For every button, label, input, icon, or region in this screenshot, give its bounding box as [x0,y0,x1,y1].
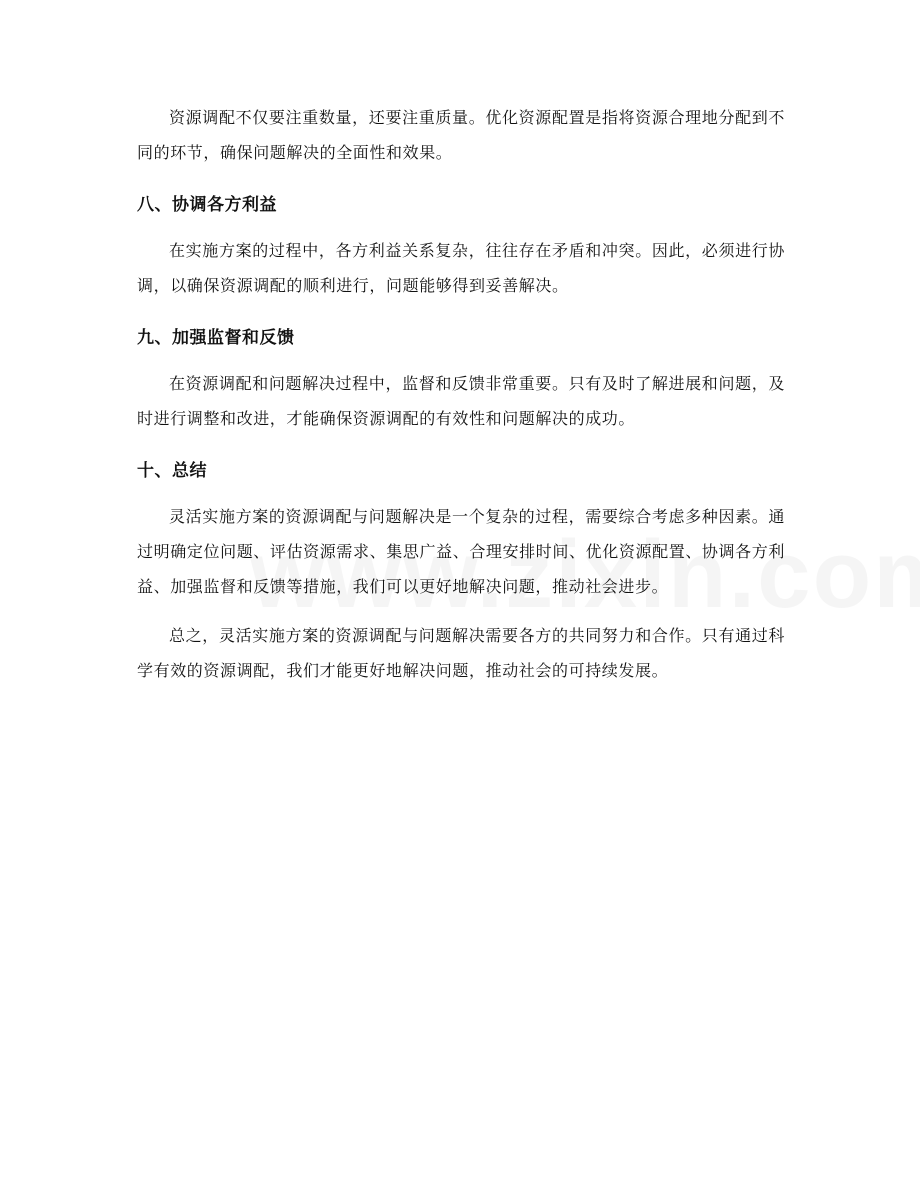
section-paragraph: 在资源调配和问题解决过程中，监督和反馈非常重要。只有及时了解进展和问题，及时进行调整和改进，才能确保资源调配的有效性和问题解决的成功。 [137,374,785,428]
section-paragraph: 总之，灵活实施方案的资源调配与问题解决需要各方的共同努力和合作。只有通过科学有效的资源调配，我们才能更好地解决问题，推动社会的可持续发展。 [137,626,785,680]
section-paragraph: 在实施方案的过程中，各方利益关系复杂，往往存在矛盾和冲突。因此，必须进行协调，以确保资源调配的顺利进行，问题能够得到妥善解决。 [137,241,785,295]
document-page [137,100,785,688]
section-heading-coordinate-interests: 八、协调各方利益 [137,195,277,215]
intro-paragraph: 资源调配不仅要注重数量，还要注重质量。优化资源配置是指将资源合理地分配到不同的环节，确保问题解决的全面性和效果。 [137,108,785,162]
section-heading-supervision-feedback: 九、加强监督和反馈 [137,328,295,348]
section-heading-summary: 十、总结 [137,461,207,481]
section-paragraph: 灵活实施方案的资源调配与问题解决是一个复杂的过程，需要综合考虑多种因素。通过明确定位问题、评估资源需求、集思广益、合理安排时间、优化资源配置、协调各方利益、加强监督和反馈等措施，我们可以更好地解决问题，推动社会进步。 [137,507,785,596]
